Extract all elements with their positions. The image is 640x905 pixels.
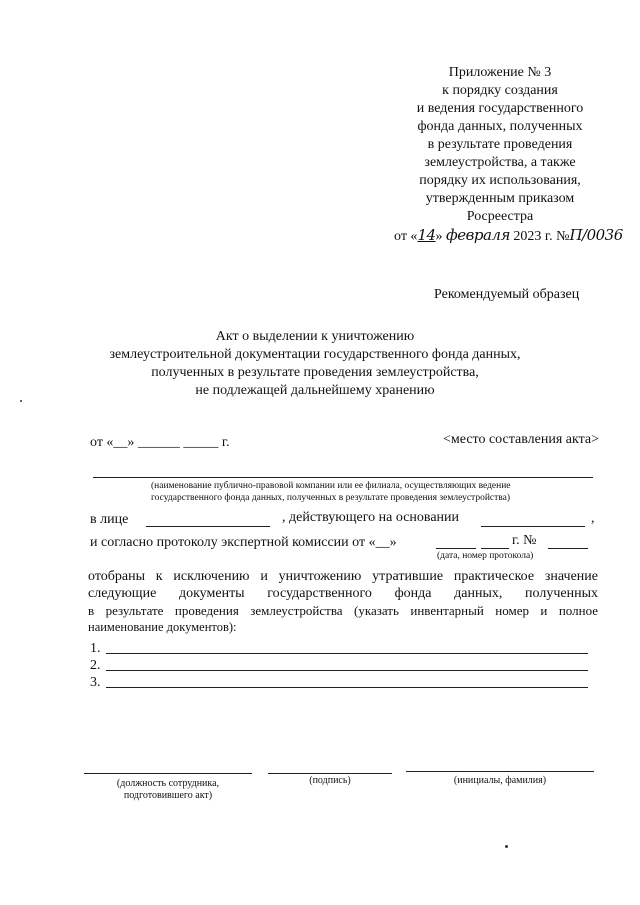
act-place: <место составления акта> <box>443 432 600 447</box>
organization-caption-1: (наименование публично-правовой компании или ее филиала, осуществляющих ведение <box>151 481 511 491</box>
scan-speck <box>20 400 22 402</box>
position-caption-line: подготовившего акт) <box>123 790 213 801</box>
act-date: от «__» ______ _____ г. <box>90 435 230 450</box>
appendix-line: и ведения государственного <box>416 101 584 116</box>
body-line: следующие документы государственного фонда данных, полученных <box>88 586 598 601</box>
signature-caption: (подпись) <box>309 775 351 786</box>
appendix-line: землеустройства, а также <box>424 155 576 170</box>
title-line: полученных в результате проведения землеустройства, <box>151 365 479 380</box>
appendix-line: в результате проведения <box>427 137 573 152</box>
order-date-line <box>394 226 623 246</box>
appendix-line: утвержденным приказом <box>425 191 575 206</box>
order-date-year: 2023 г. № <box>509 229 570 244</box>
position-caption-line: (должность сотрудника, <box>116 778 220 789</box>
comma: , <box>591 511 595 526</box>
appendix-line: к порядку создания <box>442 83 558 98</box>
appendix-line: Росреестра <box>466 209 534 224</box>
basis-field-line[interactable] <box>481 526 585 527</box>
title-line: не подлежащей дальнейшему хранению <box>195 383 435 398</box>
position-caption <box>84 778 252 802</box>
list-field-line-3[interactable] <box>106 687 588 688</box>
appendix-block <box>380 64 623 246</box>
order-number-handwritten: П/0036 <box>569 226 623 244</box>
acting-basis-label: , действующего на основании <box>282 510 460 525</box>
protocol-label: и согласно протоколу экспертной комиссии от «__» <box>90 535 397 550</box>
name-caption: (инициалы, фамилия) <box>453 775 547 786</box>
title-line: землеустроительной документации государственного фонда данных, <box>109 347 521 362</box>
protocol-caption: (дата, номер протокола) <box>437 551 534 561</box>
body-line: в результате проведения землеустройства (указать инвентарный номер и полное <box>88 603 598 618</box>
act-title <box>80 328 550 400</box>
organization-caption-2: государственного фонда данных, полученных в результате проведения землеустройства) <box>151 493 511 503</box>
organization-field-line[interactable] <box>93 477 593 478</box>
body-line: отобраны к исключению и уничтожению утратившие практическое значение <box>88 569 598 584</box>
order-date-prefix: от « <box>394 229 418 244</box>
list-number-3: 3. <box>90 675 101 690</box>
position-field-line[interactable] <box>84 773 252 774</box>
name-field-line[interactable] <box>406 771 594 772</box>
body-line: наименование документов): <box>88 620 237 634</box>
title-line: Акт о выделении к уничтожению <box>215 329 415 344</box>
person-field-line[interactable] <box>146 526 270 527</box>
order-month-handwritten: февраля <box>446 226 510 244</box>
body-paragraph <box>88 568 598 636</box>
order-day-handwritten: 14 <box>417 226 436 244</box>
scan-speck <box>505 845 508 848</box>
list-number-1: 1. <box>90 641 101 656</box>
sample-label: Рекомендуемый образец <box>434 287 580 302</box>
protocol-month-line[interactable] <box>436 548 476 549</box>
signature-field-line[interactable] <box>268 773 392 774</box>
protocol-year-label: г. № <box>512 533 537 548</box>
order-date-mid: » <box>435 229 447 244</box>
in-person-label: в лице <box>90 512 129 527</box>
list-number-2: 2. <box>90 658 101 673</box>
list-field-line-1[interactable] <box>106 653 588 654</box>
protocol-number-line[interactable] <box>548 548 588 549</box>
appendix-line: порядку их использования, <box>419 173 581 188</box>
list-field-line-2[interactable] <box>106 670 588 671</box>
appendix-line: Приложение № 3 <box>448 65 552 80</box>
protocol-year-line[interactable] <box>481 548 509 549</box>
appendix-line: фонда данных, полученных <box>417 119 583 134</box>
